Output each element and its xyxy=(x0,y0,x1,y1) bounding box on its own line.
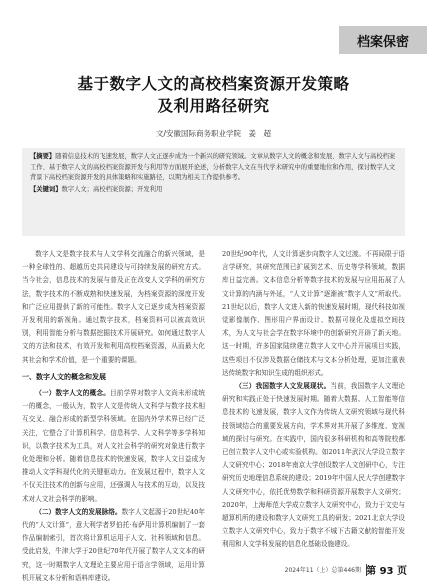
abstract-text: 随着信息技术的飞速发展，数字人文正逐步成为一个新兴的研究领域。文章从数字人文的概念和发展、数字人文与高校档案工作、基于数字人文的高校档案资源开发与利用等方面展开论述，分析数字人文在当代学术研究中的重要地位和作用，探讨数字人文背景下高校档案资源开发的具体策略和实施路径，以期为相关工作提供参考。 xyxy=(30,153,396,181)
history-paragraph: 20世纪90年代，人文计算逐步向数字人文过渡。不再局限于语言学研究，其研究范围已扩展到艺术、历史等学科领域，数据库日益完善。文本信息分析等数字技术的发展与应用拓展了人文计算的内涵与外延，“人文计算”逐渐被“数字人文”所取代。21世纪以后，数字人文进入新的快速发展时期，现代科技如视觉影像制作、图形用户界面设计、数据可视化及虚拟空间技术，为人文与社会学在数字环境中的创新研究开辟了新天地。这一时期，许多国家陆续建立数字人文中心并开展项目实践，这些项目不仅涉及数据仓储技术与文本分析处理，更加注重表达传统数字和知识生成的组织形式。 xyxy=(222,250,405,377)
issue-info: 2024年11（上）总第446期 xyxy=(284,567,361,574)
subsection-2-text: 数字人文起源于20世纪40年代的“人文计算”，意大利学者罗伯托·布萨用计算机编制了一套作品编制索引，首次将计算机运用于人文、社科领域和信息。受此启发，牛津大学于20世纪70年代开展了数字人文文本的研究，这一时期数字人文理论主要应用于语言学领域，运用计算机开展文本分析和语料库建设。 xyxy=(22,507,206,582)
subsection-1-text: 目前学界对数字人文尚未形成统一的概念，一般认为，数字人文是传统人文科学与数字技术相互交叉、融合形成的新型学科领域。在国内外学术界已经广泛关注，它整合了计算机科学、信息科学、人文科学等多学科知识，以数字技术为工具，对人文社会科学的研究对象进行数字化处理和分析。随着信息技术的快速发展，数字人文日益成为推动人文学科现代化的关键驱动力。在发展过程中，数字人文不仅关注技术的创新与应用，还强调人与技术的互动，以及技术对人文社会科学的影响。 xyxy=(22,389,206,503)
abstract-box xyxy=(22,148,405,236)
subsection-1-label: （一）数字人文的概念。 xyxy=(35,389,110,398)
subsection-2-label: （二）数字人文的发展脉络。 xyxy=(35,507,122,516)
keywords-text: 数字人文；高校档案资源；开发利用 xyxy=(61,185,163,193)
keywords-label: 【关键词】 xyxy=(30,185,62,193)
right-column xyxy=(222,248,405,552)
section-tag: 档案保密 xyxy=(339,26,427,54)
subsection-1-paragraph xyxy=(22,387,205,506)
page-number: 第 93 页 xyxy=(366,566,407,577)
intro-paragraph: 数字人文是数字技术与人文学科交流融合的新兴领域，是一种全球性的、超越历史共同建设与可持续发展的研究方式。当今社会，信息技术的发展与普及正在改变人文学科的研究方法，数字技术的不断成熟和快速发展，为档案资源的深度开发和广泛应用提供了新的可能性。数字人文已逐步成为档案资源开发利用的新视角。通过数字技术，档案资料可以被高效识别，利用智能分析与数据挖掘技术开展研究。如何通过数字人文的方法和技术，有效开发和利用高校档案资源，从而最大化其社会和学术价值，是一个重要的课题。 xyxy=(22,250,205,364)
article-title-line-1: 基于数字人文的高校档案资源开发策略 xyxy=(77,75,350,93)
abstract-paragraph xyxy=(30,152,397,184)
abstract-label: 【摘要】 xyxy=(30,153,56,160)
author-line: 文/安徽国际商务职业学院 姜 超 xyxy=(155,129,272,138)
subsection-3-label: （三）我国数字人文发展现状。 xyxy=(235,382,331,391)
left-column xyxy=(22,248,205,585)
subsection-3-text: 当前，我国数字人文理论研究和实践正处于快速发展时期。随着大数据、人工智能等信息技术的飞速发展，数字人文作为传统人文研究领域与现代科技领域结合的重要发展方向，学术界对其开展了多维度、宽视域的探讨与研究。在实践中，国内很多科研机构和高等院校都已创立数字人文中心或实验机构。如2011年武汉大学设立数字人文研究中心；2018年南京大学创设数字人文创研中心，专注研究历史地理信息系统的建设；2019年中国人民大学创建数字人文研究中心，依托优势数学和科研资源开展数字人文研究；2020年，上海师范大学成立数字人文研究中心，致力于文史与超算机所的建设和数字人文研究工具的研发；2021北京大学设立数字人文研究中心，致力于数字不城下古籍文献的智能开发利用和人文学科发展的信息化基础设施建设。 xyxy=(222,382,406,549)
section-heading-1: 一、数字人文的概念和发展 xyxy=(22,372,106,381)
page-footer xyxy=(0,562,427,578)
article-title-line-2: 及利用路径研究 xyxy=(157,97,270,115)
keywords-paragraph xyxy=(30,185,397,196)
subsection-3-paragraph xyxy=(222,380,405,552)
